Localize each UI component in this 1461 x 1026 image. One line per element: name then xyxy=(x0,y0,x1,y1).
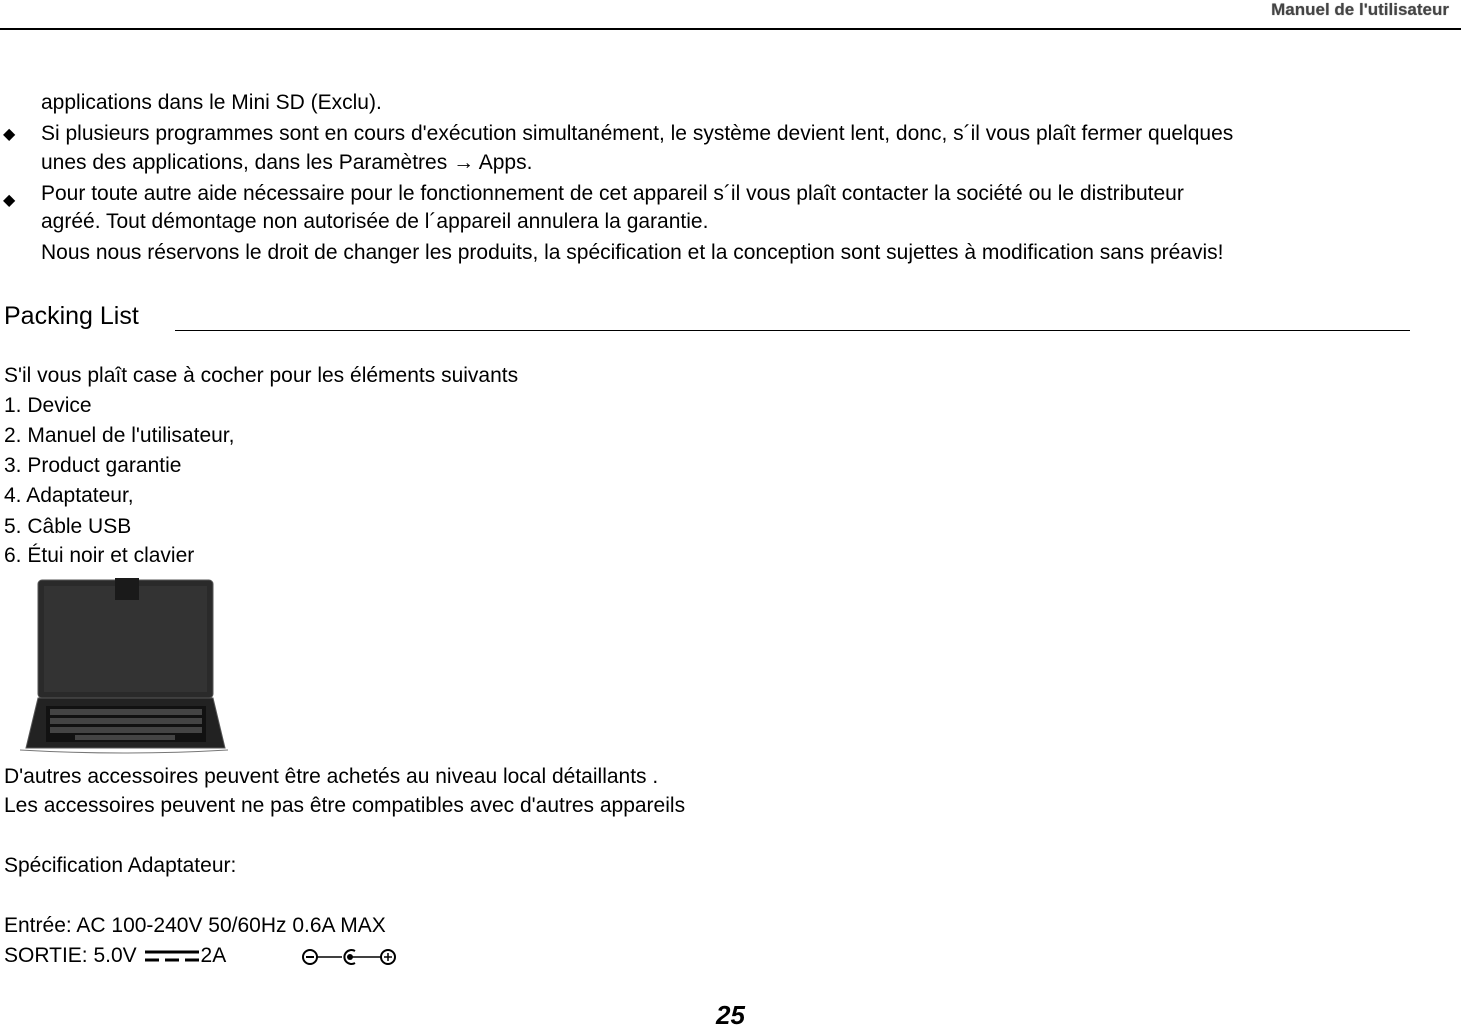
list-item: 2. Manuel de l'utilisateur, xyxy=(4,424,235,447)
output-suffix: 2A xyxy=(200,944,227,967)
packing-intro: S'il vous plaît case à cocher pour les éléments suivants xyxy=(4,364,519,387)
page-number: 25 xyxy=(716,1000,745,1026)
list-item: 3. Product garantie xyxy=(4,454,182,477)
text-line: Pour toute autre aide nécessaire pour le fonctionnement de cet appareil s´il vous plaît contacter la société ou le distributeur xyxy=(41,182,1184,205)
list-item: 6. Étui noir et clavier xyxy=(4,544,195,567)
section-title: Packing List xyxy=(4,302,139,330)
keyboard-case-image xyxy=(20,578,228,756)
text-line: Nous nous réservons le droit de changer les produits, la spécification et la conception sont sujettes à modification sans préavis! xyxy=(41,241,1224,264)
list-item: 4. Adaptateur, xyxy=(4,484,134,507)
adapter-input: Entrée: AC 100-240V 50/60Hz 0.6A MAX xyxy=(4,914,386,937)
section-underline xyxy=(175,330,1410,331)
list-item: 5. Câble USB xyxy=(4,515,132,538)
diamond-bullet-icon: ◆ xyxy=(3,126,16,143)
polarity-symbol-icon xyxy=(300,946,398,968)
text-line: Les accessoires peuvent ne pas être compatibles avec d'autres appareils xyxy=(4,794,686,817)
diamond-bullet-icon: ◆ xyxy=(3,192,16,209)
text-line: D'autres accessoires peuvent être achetés au niveau local détaillants . xyxy=(4,765,659,788)
output-prefix: SORTIE: 5.0V xyxy=(4,944,137,967)
header-rule xyxy=(0,28,1461,30)
text-line: unes des applications, dans les Paramètres → Apps. xyxy=(41,151,533,174)
dc-symbol-icon xyxy=(143,948,201,964)
running-header: Manuel de l'utilisateur xyxy=(1271,0,1449,19)
adapter-output xyxy=(4,945,226,966)
text-line: agréé. Tout démontage non autorisée de l´appareil annulera la garantie. xyxy=(41,210,709,233)
text-line: applications dans le Mini SD (Exclu). xyxy=(41,91,382,114)
list-item: 1. Device xyxy=(4,394,92,417)
adapter-title: Spécification Adaptateur: xyxy=(4,854,237,877)
text-line: Si plusieurs programmes sont en cours d'exécution simultanément, le système devient lent, donc, s´il vous plaît fermer quelques xyxy=(41,122,1234,145)
